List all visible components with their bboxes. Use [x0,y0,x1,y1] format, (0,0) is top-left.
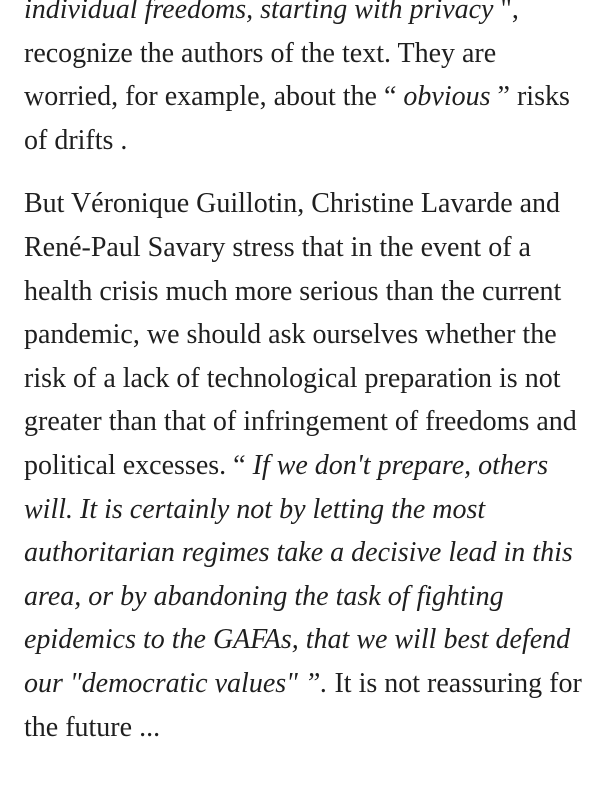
article-body [24,0,584,749]
paragraph-senators-statement [24,182,584,749]
paragraph-text: But Véronique Guillotin, Christine Lavarde and René-Paul Savary stress that in the event of a health crisis much more serious than the current pandemic, we should ask ourselves whether the risk of a lack of technological preparation is not greater than that of infringement of freedoms and political excesses. “ [24,188,577,481]
paragraph-privacy-concerns [24,0,584,162]
quote-fragment: individual freedoms, starting with privacy [24,0,494,25]
paragraph-text: It is not reassuring for the future ... [24,667,582,743]
paragraph-text: ” risks of drifts . [24,81,570,156]
senators-quote: If we don't prepare, others will. It is certainly not by letting the most authoritarian regimes take a decisive lead in this area, or by abandoning the task of fighting epidemics to the GAFAs, that we will best defend our "democratic values" ”. [24,449,573,699]
closing-quote: ", [493,0,519,25]
quoted-word: obvious [403,81,491,113]
paragraph-text: recognize the authors of the text. They are worried, for example, about the “ [24,37,497,113]
